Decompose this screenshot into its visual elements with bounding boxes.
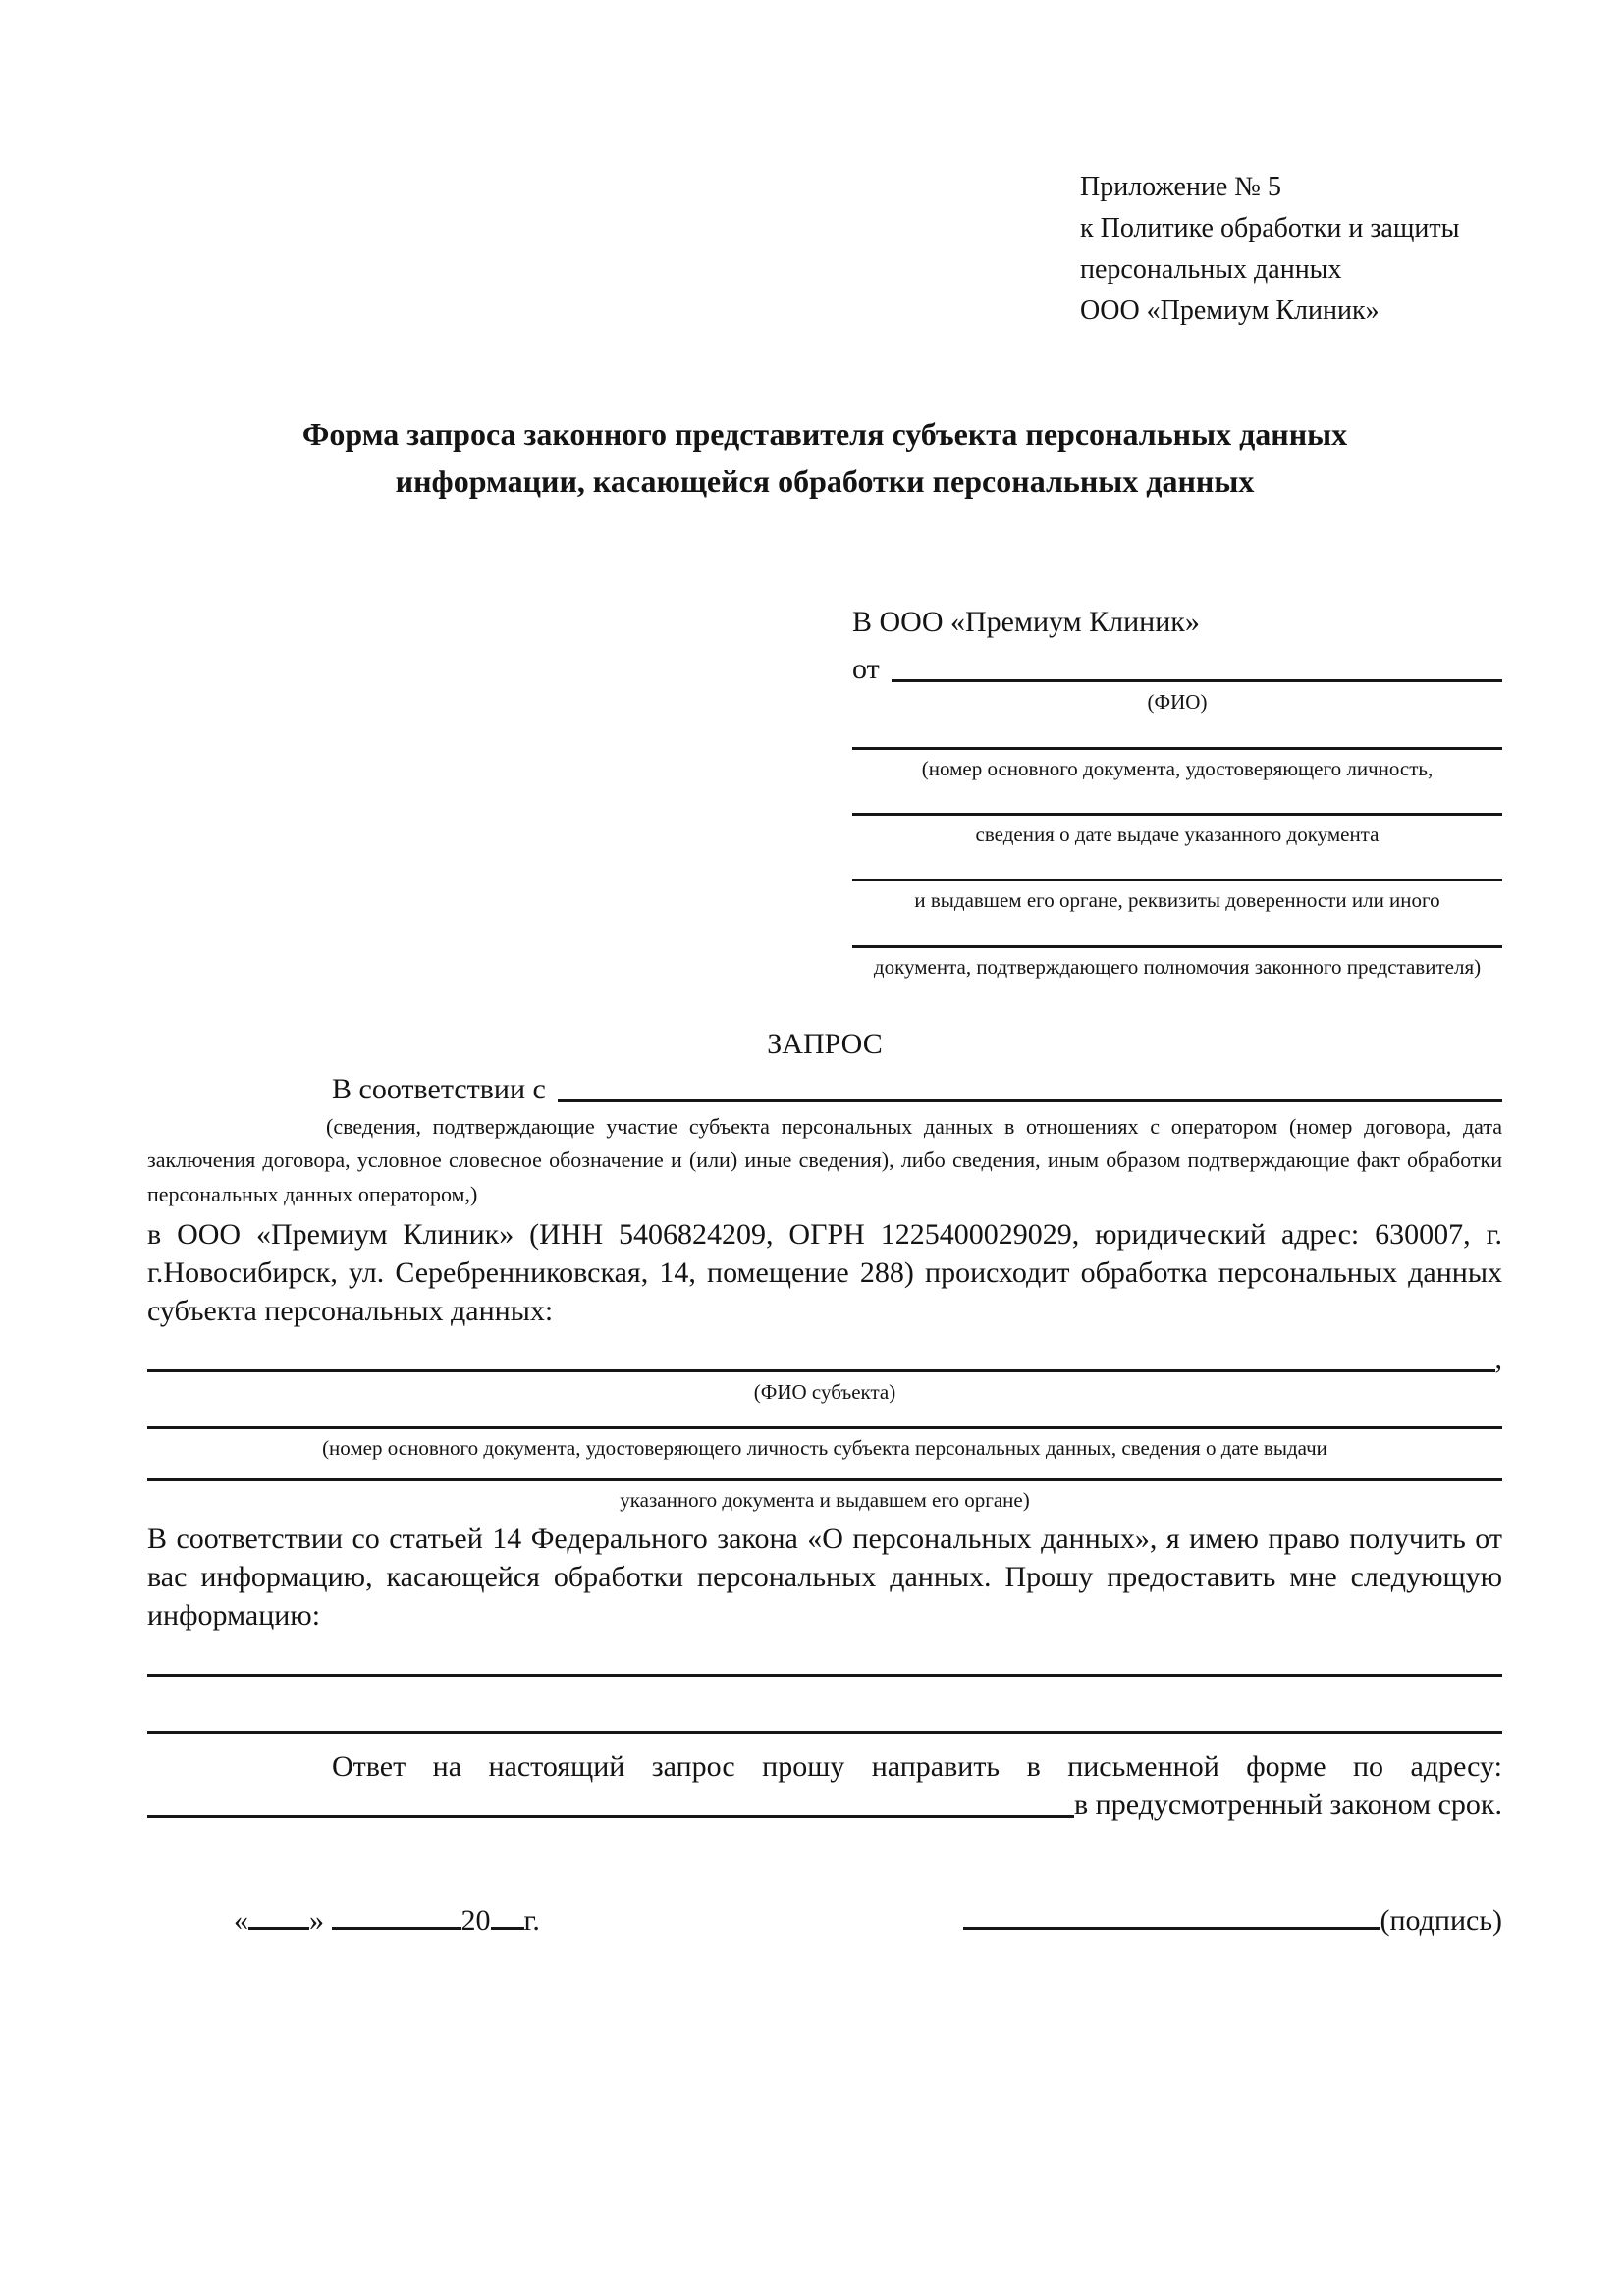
operator-paragraph: в ООО «Премиум Клиник» (ИНН 5406824209, ОГРН 1225400029029, юридический адрес: 630007, г. г.Новосибирск, ул. Серебренниковская, 14, помещение 288) происходит обработка персональных данных субъекта персональных данных:: [147, 1217, 1502, 1327]
date-year-prefix: 20: [460, 1903, 491, 1937]
representative-fio-field-line[interactable]: [892, 650, 1502, 683]
subject-doc-field-line-1[interactable]: [147, 1426, 1502, 1429]
signature-field: [963, 1900, 1502, 1940]
date-field: [234, 1900, 540, 1940]
date-quote-close: »: [309, 1903, 324, 1937]
signature-row: [147, 1900, 1502, 1940]
subject-fio-field-line[interactable]: [147, 1340, 1495, 1372]
from-row: [852, 650, 1502, 689]
representative-doc-caption-2: сведения о дате выдаче указанного документа: [975, 822, 1380, 846]
appendix-line-1: Приложение № 5: [1080, 172, 1281, 202]
basis-label: В соответствии с: [332, 1072, 546, 1105]
date-month-field-line[interactable]: [332, 1900, 461, 1930]
fio-caption: (ФИО): [1147, 690, 1208, 715]
date-year-suffix: г.: [523, 1903, 540, 1937]
representative-doc-field-line-3[interactable]: [852, 879, 1502, 881]
representative-doc-field-line-2[interactable]: [852, 813, 1502, 816]
requested-info-field-line-2[interactable]: [147, 1731, 1502, 1734]
representative-doc-caption-4: документа, подтверждающего полномочия законного представителя): [873, 954, 1482, 979]
subject-doc-row-2: [147, 1478, 1502, 1515]
request-heading: ЗАПРОС: [767, 1028, 883, 1061]
date-year-field-line[interactable]: [491, 1900, 524, 1930]
basis-row: [147, 1070, 1502, 1109]
appendix-line-4: ООО «Премиум Клиник»: [1080, 295, 1380, 326]
addressee-block: [852, 603, 1502, 982]
subject-fio-caption: (ФИО субъекта): [753, 1379, 896, 1404]
reply-paragraph: Ответ на настоящий запрос прошу направить в письменной форме по адресу:: [332, 1749, 1502, 1783]
requested-info-field-line-1[interactable]: [147, 1674, 1502, 1677]
subject-fio-comma: ,: [1494, 1342, 1502, 1375]
appendix-note: [1080, 167, 1502, 332]
subject-doc-caption-1: (номер основного документа, удостоверяющего личность субъекта персональных данных, сведения о дате выдачи: [322, 1436, 1327, 1460]
appendix-line-2: к Политике обработки и защиты: [1080, 213, 1460, 243]
basis-caption: (сведения, подтверждающие участие субъекта персональных данных в отношениях с оператором (номер договора, дата заключения договора, условное словесное обозначение и (или) иные сведения), либо сведения, иным образом подтверждающие факт обработки персональных данных оператором,): [147, 1114, 1502, 1206]
law-paragraph: В соответствии со статьей 14 Федерального закона «О персональных данных», я имею право получить от вас информацию, касающейся обработки персональных данных. Прошу предоставить мне следующую информацию:: [147, 1522, 1502, 1631]
representative-doc-caption-3: и выдавшем его органе, реквизиты доверенности или иного: [914, 888, 1440, 913]
subject-doc-caption-2: указанного документа и выдавшем его органе): [620, 1488, 1030, 1513]
appendix-line-3: персональных данных: [1080, 254, 1342, 285]
document-title: Форма запроса законного представителя субъекта персональных данных информации, касающейся обработки персональных данных: [301, 416, 1348, 499]
representative-doc-field-line-1[interactable]: [852, 747, 1502, 750]
representative-doc-row-4: [852, 945, 1502, 982]
date-day-field-line[interactable]: [248, 1900, 309, 1930]
representative-doc-row-3: [852, 879, 1502, 915]
signature-caption: (подпись): [1380, 1903, 1502, 1937]
representative-doc-field-line-4[interactable]: [852, 945, 1502, 948]
signature-field-line[interactable]: [963, 1900, 1380, 1930]
basis-field-line[interactable]: [558, 1070, 1502, 1103]
date-quote-open: «: [234, 1903, 248, 1937]
representative-doc-row-2: [852, 813, 1502, 849]
representative-doc-row-1: [852, 747, 1502, 783]
subject-doc-field-line-2[interactable]: [147, 1478, 1502, 1481]
representative-doc-caption-1: (номер основного документа, удостоверяющего личность,: [921, 756, 1434, 780]
from-label: от: [852, 652, 880, 685]
subject-doc-row-1: [147, 1426, 1502, 1463]
reply-address-row: [147, 1786, 1502, 1824]
reply-address-field-line[interactable]: [147, 1786, 1074, 1818]
reply-tail-text: в предусмотренный законом срок.: [1074, 1788, 1502, 1821]
addressee-org: В ООО «Премиум Клиник»: [852, 606, 1200, 638]
subject-fio-row: [147, 1340, 1502, 1378]
